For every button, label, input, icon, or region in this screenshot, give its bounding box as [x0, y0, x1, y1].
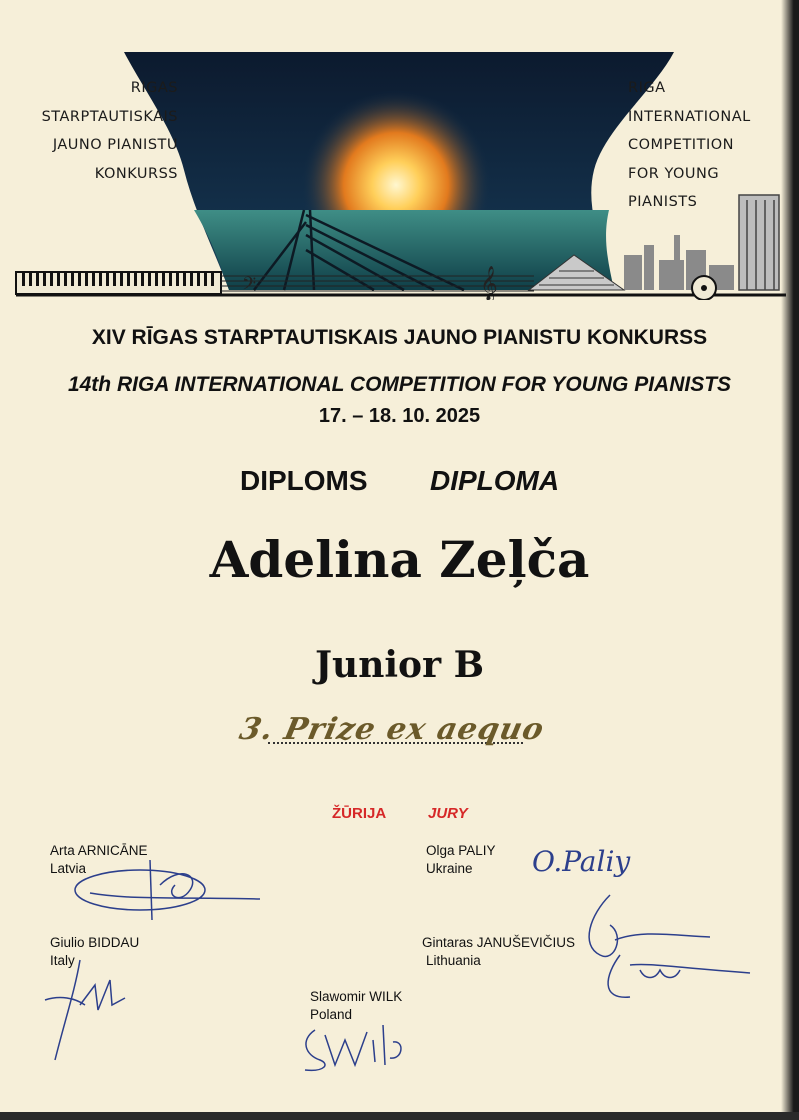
treble-clef-icon: 𝄞	[480, 266, 498, 300]
org-en-line: COMPETITION	[628, 137, 734, 153]
juror-country: Poland	[310, 1007, 353, 1022]
juror-name: Gintaras JANUŠEVIČIUS	[422, 935, 576, 950]
org-en-line: INTERNATIONAL	[628, 108, 751, 125]
org-lv-line: KONKURSS	[94, 165, 178, 182]
signature-paliy-text: O.Paliy	[532, 845, 631, 878]
juror-paliy	[426, 842, 496, 878]
org-name-en	[628, 74, 788, 217]
juror-country: Lithuania	[426, 953, 481, 968]
competition-title-en: 14th RIGA INTERNATIONAL COMPETITION FOR YOUNG PIANISTS	[67, 373, 732, 396]
category: Junior B	[315, 644, 484, 686]
org-lv-line: RIGAS	[130, 80, 178, 96]
competition-dates: 17. – 18. 10. 2025	[318, 405, 481, 427]
org-lv-line: STARPTAUTISKAIS	[41, 108, 178, 125]
diploma-heading-en: DIPLOMA	[430, 465, 560, 496]
org-name-lv	[18, 74, 178, 188]
juror-country: Ukraine	[426, 861, 473, 876]
recipient-name: Adelina Zeļča	[209, 530, 590, 589]
signature-paliy	[530, 835, 640, 885]
prize-handwritten: 3. Prize ex aequo	[236, 712, 548, 747]
juror-name: Giulio BIDDAU	[50, 935, 140, 950]
diploma-heading-lv: DIPLOMS	[240, 465, 368, 496]
org-lv-line: JAUNO PIANISTU	[52, 137, 178, 153]
juror-name: Olga PALIY	[426, 843, 496, 858]
signature-arnicane	[70, 855, 270, 925]
scan-edge-bottom	[0, 1112, 799, 1120]
org-en-line: PIANISTS	[628, 194, 698, 210]
bass-clef-icon: 𝄢	[242, 274, 257, 299]
juror-country: Italy	[50, 953, 75, 968]
signature-biddau	[40, 950, 130, 1065]
signature-wilk	[295, 1020, 410, 1075]
juror-name: Slawomir WILK	[310, 989, 403, 1004]
jury-heading-lv: ŽŪRIJA	[332, 805, 387, 822]
juror-janusevicius	[422, 934, 575, 970]
jury-heading-en: JURY	[428, 805, 468, 822]
org-en-line: FOR YOUNG	[628, 165, 720, 182]
scan-edge-right	[781, 0, 799, 1120]
signature-janusevicius	[570, 885, 760, 1010]
city-skyline-icon	[624, 235, 734, 290]
juror-country: Latvia	[50, 861, 87, 876]
org-en-line: RIGA	[628, 80, 666, 96]
juror-name: Arta ARNICĀNE	[50, 843, 148, 858]
competition-title-lv: XIV RĪGAS STARPTAUTISKAIS JAUNO PIANISTU KONKURSS	[91, 326, 708, 349]
juror-wilk	[310, 988, 402, 1024]
